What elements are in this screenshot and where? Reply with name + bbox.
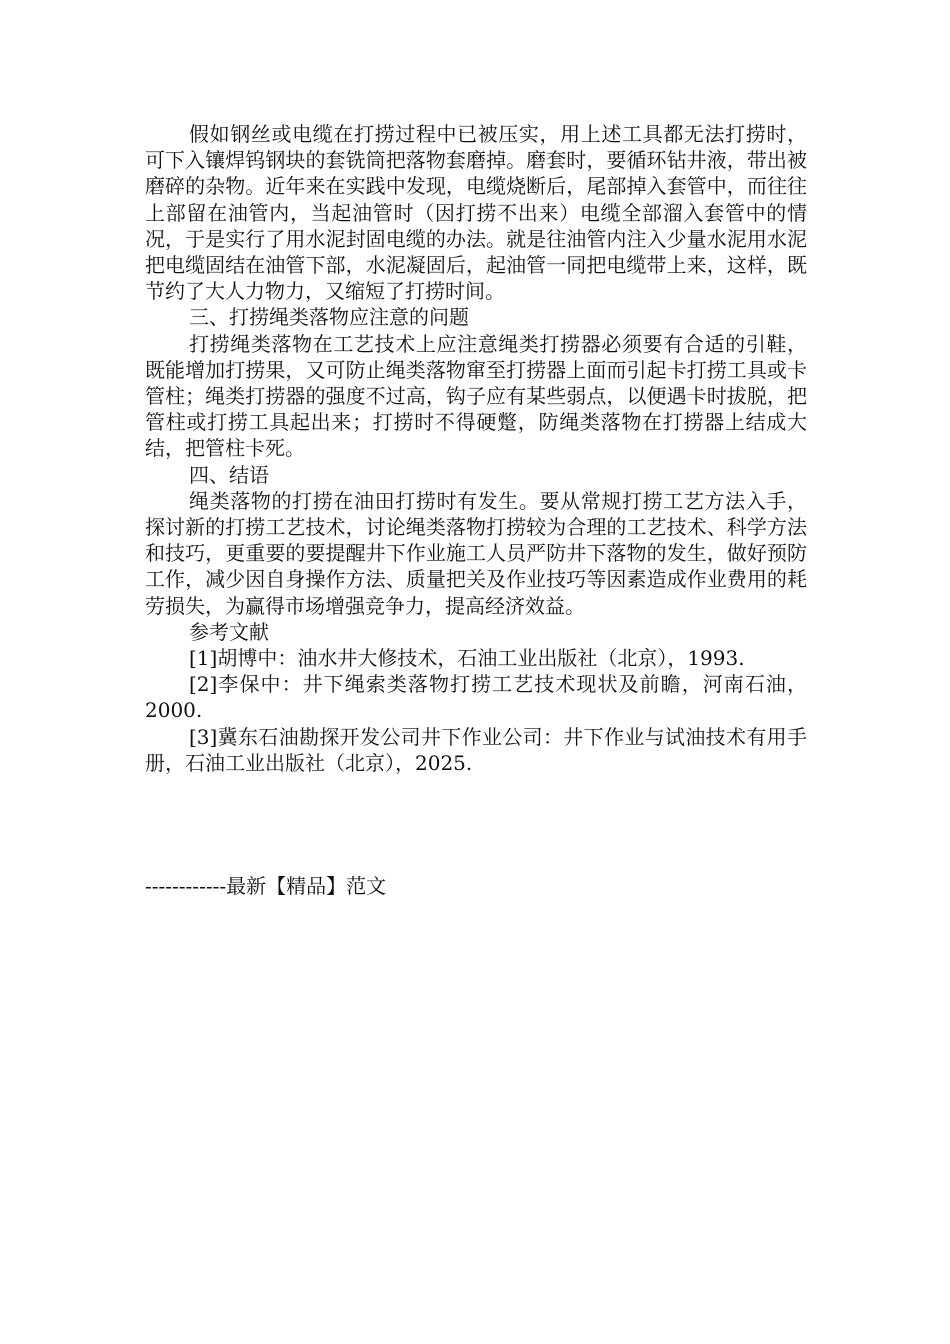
section-heading-rope-fishing-issues: 三、打捞绳类落物应注意的问题 <box>189 305 469 330</box>
reference-item-2: [2]李保中：井下绳索类落物打捞工艺技术现状及前瞻，河南石油，2000. <box>145 672 807 723</box>
reference-item-1: [1]胡博中：油水井大修技术，石油工业出版社（北京），1993. <box>189 646 745 671</box>
document-body <box>145 121 807 776</box>
section-heading-conclusion: 四、结语 <box>189 462 269 487</box>
paragraph-wire-cable-milling: 假如钢丝或电缆在打捞过程中已被压实，用上述工具都无法打捞时，可下入镶焊钨钢块的套铣筒把落物套磨掉。磨套时，要循环钻井液，带出被磨碎的杂物。近年来在实践中发现，电缆烧断后，尾部掉入套管中，而往往上部留在油管内，当起油管时（因打捞不出来）电缆全部溜入套管中的情况，于是实行了用水泥封固电缆的办法。就是往油管内注入少量水泥用水泥把电缆固结在油管下部，水泥凝固后，起油管一同把电缆带上来，这样，既节约了大人力物力，又缩短了打捞时间。 <box>145 122 807 304</box>
paragraph-rope-fishing-techniques: 打捞绳类落物在工艺技术上应注意绳类打捞器必须要有合适的引鞋，既能增加打捞果，又可防止绳类落物窜至打捞器上面而引起卡打捞工具或卡管柱；绳类打捞器的强度不过高，钩子应有某些弱点，以便遇卡时拔脱，把管柱或打捞工具起出来；打捞时不得硬蹩，防绳类落物在打捞器上结成大结，把管柱卡死。 <box>145 331 807 461</box>
reference-item-3: [3]冀东石油勘探开发公司井下作业公司：井下作业与试油技术有用手册，石油工业出版社（北京），2025. <box>145 724 807 775</box>
footer-note: ------------最新【精品】范文 <box>145 874 387 898</box>
paragraph-conclusion: 绳类落物的打捞在油田打捞时有发生。要从常规打捞工艺方法入手，探讨新的打捞工艺技术，讨论绳类落物打捞较为合理的工艺技术、科学方法和技巧，更重要的要提醒井下作业施工人员严防井下落物的发生，做好预防工作，减少因自身操作方法、质量把关及作业技巧等因素造成作业费用的耗劳损失，为赢得市场增强竞争力，提高经济效益。 <box>145 488 807 618</box>
references-heading: 参考文献 <box>189 619 269 644</box>
